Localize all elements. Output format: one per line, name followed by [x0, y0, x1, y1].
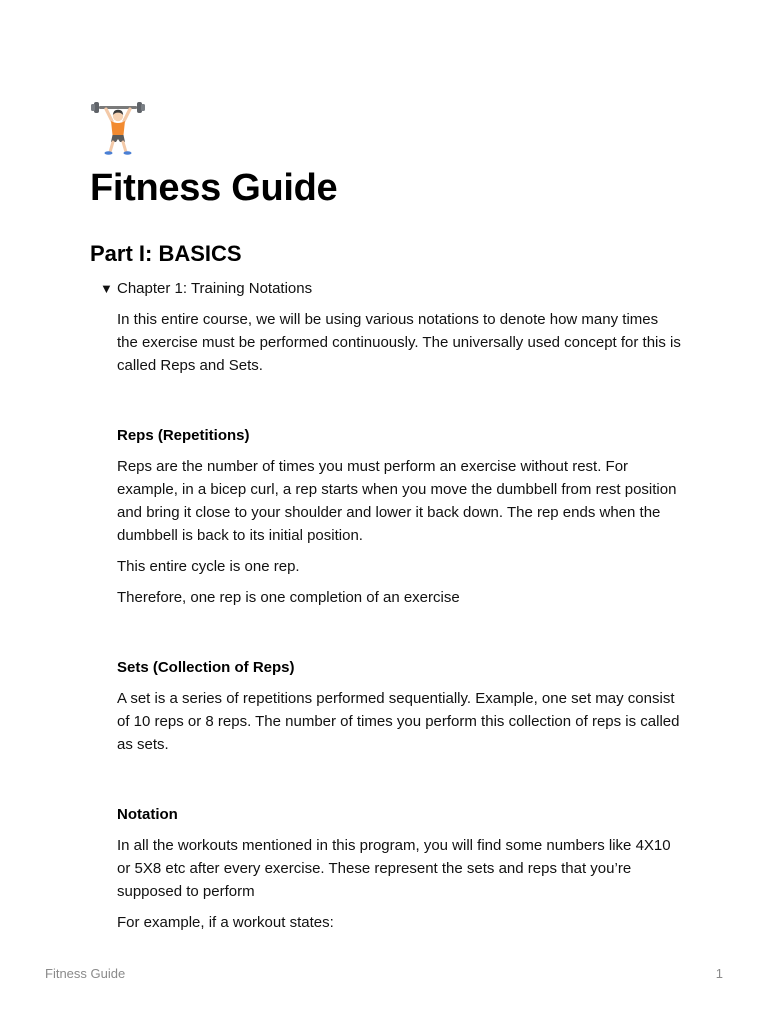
page-footer	[45, 965, 723, 983]
chapter-toggle[interactable]	[100, 278, 312, 298]
chapter-content	[117, 308, 682, 942]
paragraph: This entire cycle is one rep.	[117, 558, 300, 575]
weightlifter-icon	[90, 100, 146, 156]
chapter-toggle-label: Chapter 1: Training Notations	[117, 279, 313, 297]
paragraph: Reps are the number of times you must perform an exercise without rest. For example, in a bicep curl, a rep starts when you move the dumbbell from rest position and bring it close to your shoulder and lower it back down. The rep ends when the dumbbell is back to its initial position.	[117, 458, 677, 544]
section-heading-reps: Reps (Repetitions)	[117, 427, 250, 444]
section-heading-sets: Sets (Collection of Reps)	[117, 659, 295, 676]
paragraph: For example, if a workout states:	[117, 914, 334, 931]
spacer	[117, 385, 682, 424]
page-number: 1	[715, 966, 723, 981]
page-title: Fitness Guide	[90, 167, 338, 209]
part-heading: Part I: BASICS	[90, 241, 242, 266]
paragraph: Therefore, one rep is one completion of an exercise	[117, 589, 460, 606]
spacer	[117, 617, 682, 656]
triangle-down-icon[interactable]: ▼	[100, 280, 113, 296]
paragraph: A set is a series of repetitions performed sequentially. Example, one set may consist of 10 reps or 8 reps. The number of times you perform this collection of reps is called as sets.	[117, 690, 680, 753]
paragraph: In all the workouts mentioned in this program, you will find some numbers like 4X10 or 5X8 etc after every exercise. These represent the sets and reps that you’re supposed to perform	[117, 837, 671, 900]
footer-title: Fitness Guide	[45, 966, 126, 981]
spacer	[117, 764, 682, 803]
intro-paragraph: In this entire course, we will be using various notations to denote how many times the exercise must be performed continuously. The universally used concept for this is called Reps and Sets.	[117, 311, 681, 374]
section-heading-notation: Notation	[117, 806, 178, 823]
